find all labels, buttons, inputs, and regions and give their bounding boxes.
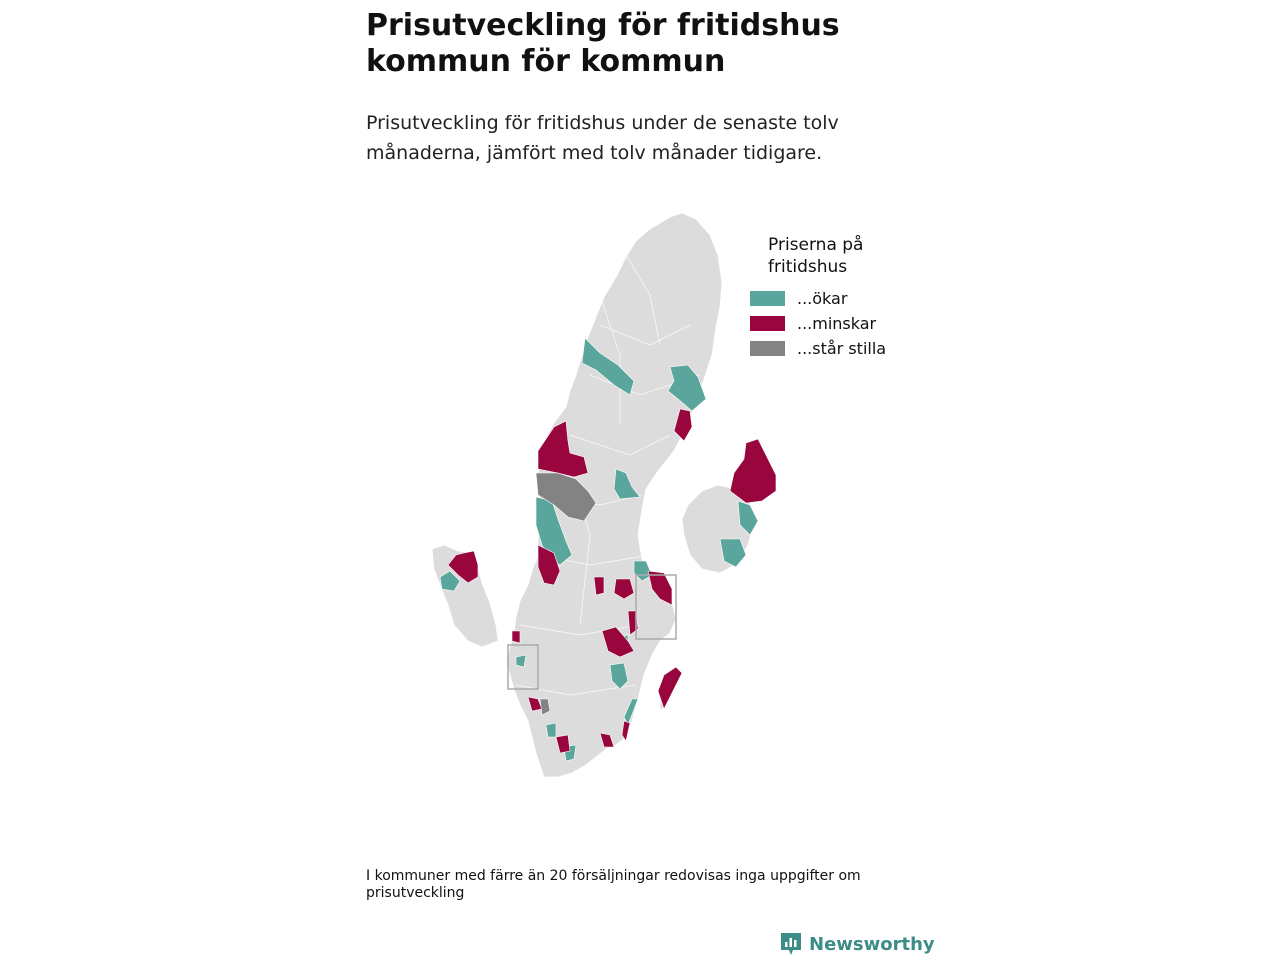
legend-swatch-unchanged (750, 341, 785, 356)
legend-item-decrease (750, 311, 888, 336)
kommun-increase (546, 723, 556, 737)
legend-label-decrease: ...minskar (797, 314, 877, 333)
legend (750, 234, 888, 361)
kommun-increase (516, 655, 526, 667)
brand-logo[interactable] (780, 932, 935, 956)
legend-item-increase (750, 286, 888, 311)
kommun-decrease (658, 667, 682, 709)
legend-label-unchanged: ...står stilla (797, 339, 887, 358)
footnote: I kommuner med färre än 20 försäljningar redovisas inga uppgifter om prisutveckling (366, 868, 861, 901)
brand-name: Newsworthy (809, 933, 935, 955)
chart-title: Prisutveckling för fritidshus kommun för kommun (366, 8, 840, 79)
kommun-decrease (594, 577, 604, 595)
kommun-decrease (512, 631, 520, 643)
legend-label-increase: ...ökar (797, 289, 848, 308)
legend-swatch-decrease (750, 316, 785, 331)
legend-title: Priserna på fritidshus (768, 235, 864, 277)
chart-bar-icon (780, 932, 802, 956)
chart-subtitle: Prisutveckling för fritidshus under de senaste tolv månaderna, jämfört med tolv månader tidigare. (366, 112, 839, 164)
kommun-decrease (730, 439, 776, 503)
legend-item-unchanged (750, 336, 888, 361)
legend-swatch-increase (750, 291, 785, 306)
